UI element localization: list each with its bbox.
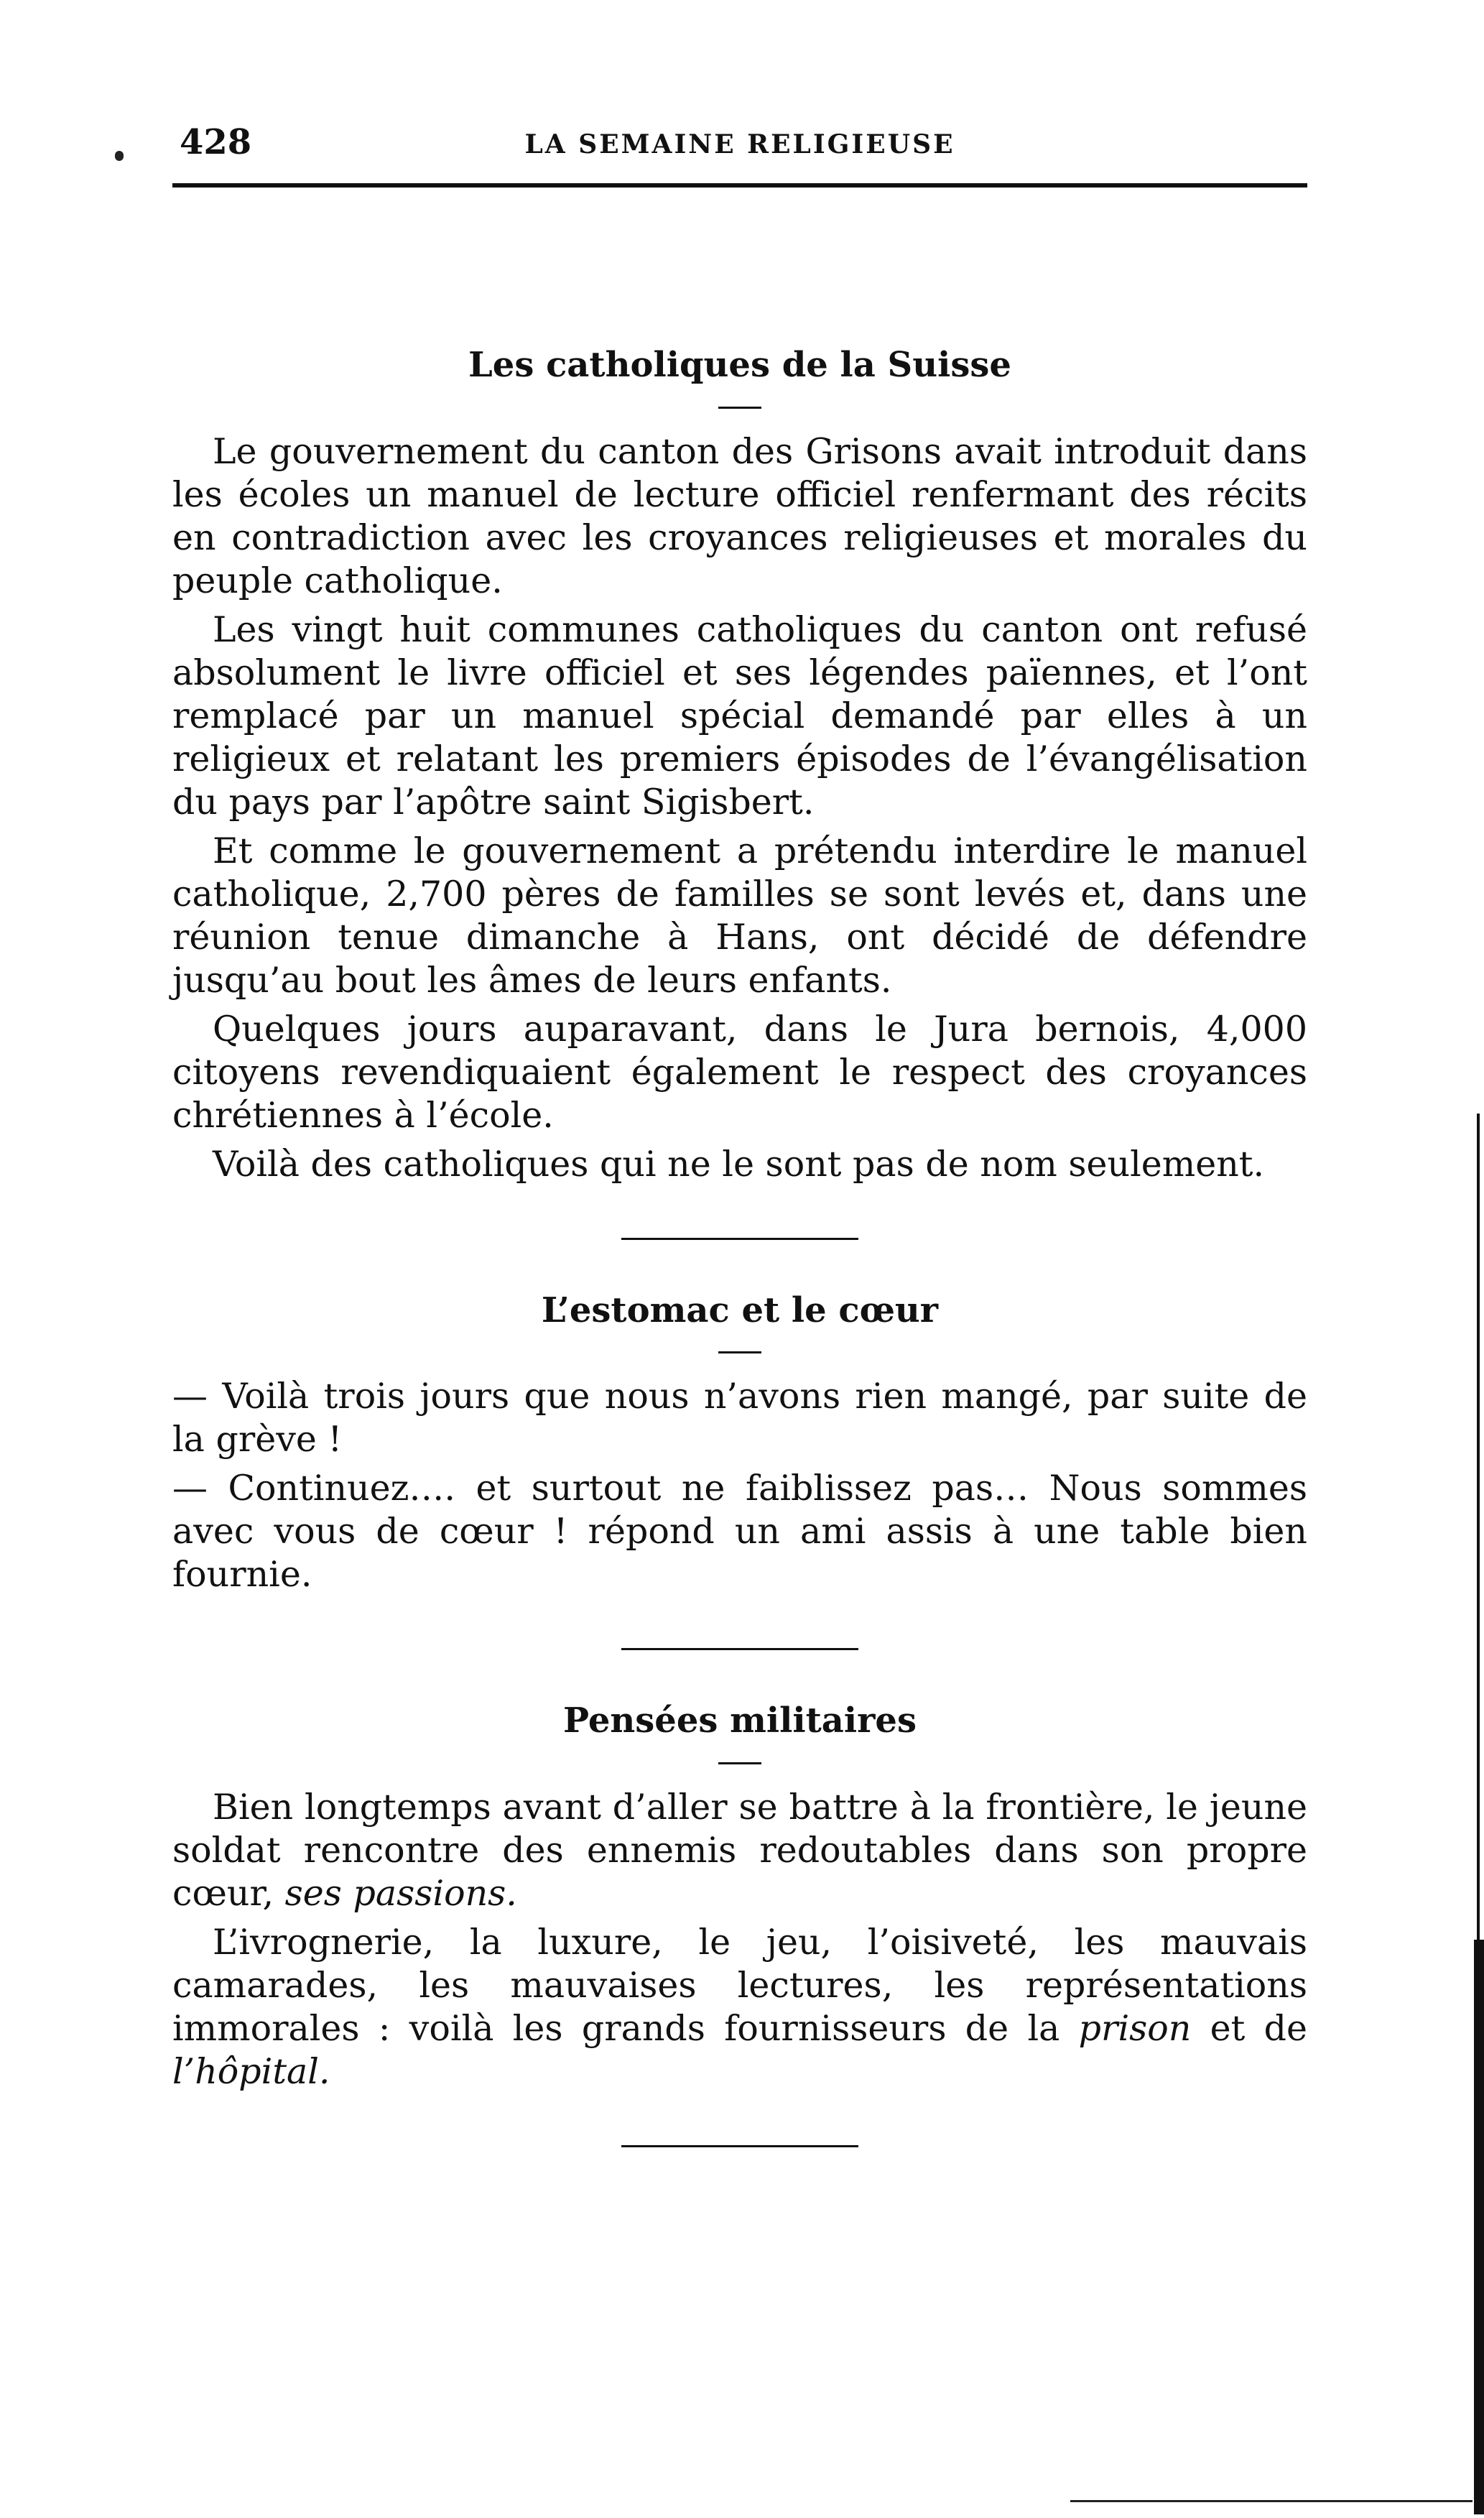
title-rule — [718, 1762, 761, 1764]
header-rule — [172, 183, 1307, 188]
article-title: L’estomac et le cœur — [541, 1290, 939, 1330]
paragraph: Le gouvernement du canton des Grisons avait introduit dans les écoles un manuel de lecture officiel renfermant des récits en contradiction avec les croyances religieuses et morales du peuple catholique. — [172, 430, 1307, 601]
section-separator — [621, 1648, 858, 1650]
paragraph-text: L’ivrognerie, la luxure, le jeu, l’oisiveté, les mauvais camarades, les mauvaises lectures, les représentations immorales : voilà les grands fournisseurs de la — [172, 1921, 1307, 2049]
dialogue-line: — Continuez…. et surtout ne faiblissez pas… Nous sommes avec vous de cœur ! répond un ami assis à une table bien fournie. — [172, 1468, 1307, 1596]
italic-word: prison — [1078, 2007, 1192, 2049]
article-catholiques-suisse — [172, 345, 1307, 1240]
paragraph: Les vingt huit communes catholiques du canton ont refusé absolument le livre officiel et ses légendes païennes, et l’ont remplacé par un manuel spécial demandé par elles à un religieux et relatant les premiers épisodes de l’évangélisation du pays par l’apôtre saint Sigisbert. — [172, 608, 1307, 823]
article-title: Les catholiques de la Suisse — [468, 345, 1011, 385]
title-rule — [718, 407, 761, 409]
running-head: LA SEMAINE RELIGIEUSE — [524, 129, 955, 159]
dialogue-line: — Voilà trois jours que nous n’avons rien mangé, par suite de la grève ! — [172, 1376, 1307, 1461]
paragraph-text: et de — [1191, 2007, 1307, 2049]
paragraph-text: Bien longtemps avant d’aller se battre à la frontière, le jeune soldat rencontre des ennemis redoutables dans son propre cœur, — [172, 1786, 1307, 1914]
paragraph: Et comme le gouvernement a prétendu interdire le manuel catholique, 2,700 pères de familles se sont levés et, dans une réunion tenue dimanche à Hans, ont décidé de défendre jusqu’au bout les âmes de leurs enfants. — [172, 830, 1307, 1001]
paragraph — [172, 1921, 1307, 2093]
paragraph: Voilà des catholiques qui ne le sont pas de nom seulement. — [213, 1143, 1265, 1185]
italic-word: l’hôpital. — [172, 2050, 330, 2092]
bottom-edge-line — [1070, 2500, 1473, 2502]
section-separator — [621, 1238, 858, 1240]
closing-rule — [621, 2145, 858, 2147]
page-number: 428 — [180, 122, 252, 162]
article-pensees-militaires — [172, 1700, 1307, 2147]
page-header — [172, 108, 1307, 187]
italic-phrase: ses passions. — [284, 1872, 517, 1914]
page-edge-shadow — [1474, 1940, 1484, 2514]
article-title: Pensées militaires — [563, 1700, 917, 1741]
article-estomac-coeur — [172, 1290, 1307, 1651]
margin-dot — [115, 151, 124, 161]
page — [172, 108, 1307, 2478]
paragraph: Quelques jours auparavant, dans le Jura bernois, 4,000 citoyens revendiquaient également le respect des croyances chrétiennes à l’école. — [172, 1008, 1307, 1136]
title-rule — [718, 1351, 761, 1353]
paragraph — [172, 1786, 1307, 1915]
